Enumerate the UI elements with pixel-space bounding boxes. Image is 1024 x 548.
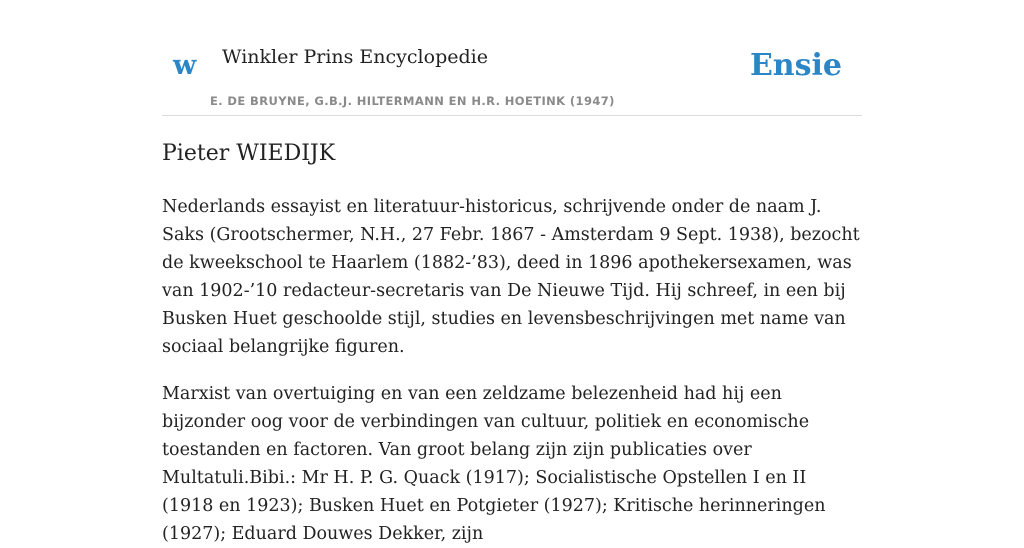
source-authors: E. DE BRUYNE, G.B.J. HILTERMANN EN H.R. HOETINK (1947) — [210, 94, 615, 108]
page-content — [162, 0, 862, 548]
article-title: Pieter WIEDIJK — [162, 141, 336, 166]
winkler-prins-logo[interactable]: w — [173, 50, 197, 81]
source-header — [162, 0, 862, 116]
article-paragraph: Marxist van overtuiging en van een zeldzame belezenheid had hij een bijzonder oog voor de verbindingen van cultuur, politiek en economische toestanden en factoren. Van groot belang zijn zijn publicaties over Multatuli.Bibi.: Mr H. P. G. Quack (1917); Socialistische Opstellen I en II (1918 en 1923); Busken Huet en Potgieter (1927); Kritische herinneringen (1927); Eduard Douwes Dekker, zijn — [162, 383, 826, 544]
source-title[interactable]: Winkler Prins Encyclopedie — [222, 46, 488, 68]
article-paragraph: Nederlands essayist en literatuur-historicus, schrijvende onder de naam J. Saks (Grootschermer, N.H., 27 Febr. 1867 - Amsterdam 9 Sept. 1938), bezocht de kweekschool te Haarlem (1882-’83), deed in 1896 apothekersexamen, was van 1902-’10 redacteur-secretaris van De Nieuwe Tijd. Hij schreef, in een bij Busken Huet geschoolde stijl, studies en levensbeschrijvingen met name van sociaal belangrijke figuren. — [162, 196, 860, 357]
ensie-logo[interactable]: Ensie — [749, 48, 842, 83]
